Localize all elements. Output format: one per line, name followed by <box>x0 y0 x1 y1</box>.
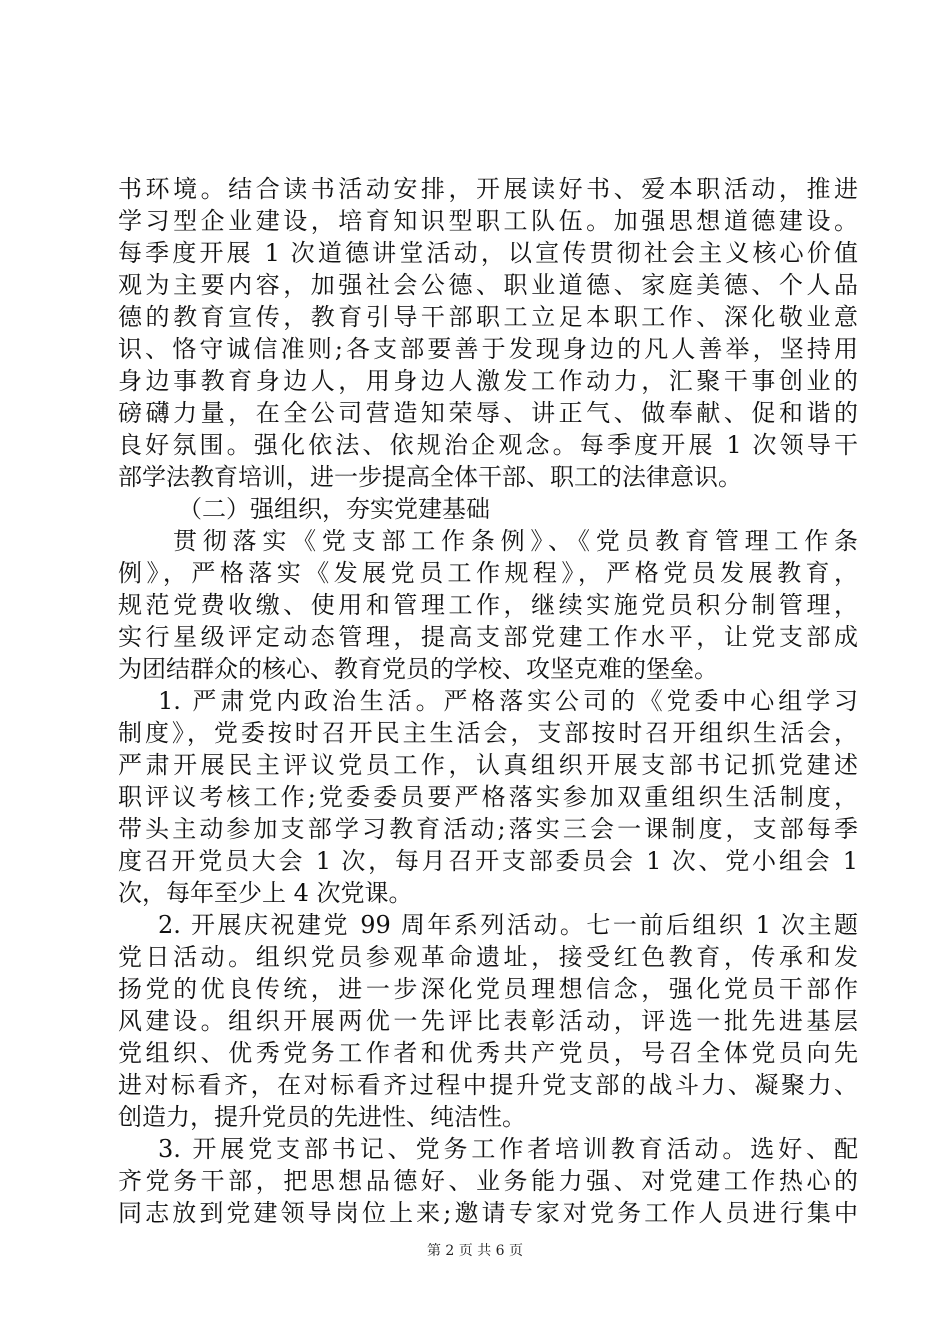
body-line: 党组织、优秀党务工作者和优秀共产党员，号召全体党员向先 <box>118 1039 858 1067</box>
body-line: 学习型企业建设，培育知识型职工队伍。加强思想道德建设。 <box>118 207 858 235</box>
body-line: 规范党费收缴、使用和管理工作，继续实施党员积分制管理， <box>118 591 858 619</box>
body-line: 严肃开展民主评议党员工作，认真组织开展支部书记抓党建述 <box>118 751 858 779</box>
body-line: 为团结群众的核心、教育党员的学校、攻坚克难的堡垒。 <box>118 655 718 683</box>
body-line: 磅礴力量，在全公司营造知荣辱、讲正气、做奉献、促和谐的 <box>118 399 858 427</box>
page-number: 第 2 页 共 6 页 <box>426 1243 524 1259</box>
body-line: 度召开党员大会 1 次，每月召开支部委员会 1 次、党小组会 1 <box>118 847 858 875</box>
body-line: 扬党的优良传统，进一步深化党员理想信念，强化党员干部作 <box>118 975 858 1003</box>
body-line: 党日活动。组织党员参观革命遗址，接受红色教育，传承和发 <box>118 943 858 971</box>
body-line: 次，每年至少上 4 次党课。 <box>118 879 413 907</box>
body-line: 齐党务干部，把思想品德好、业务能力强、对党建工作热心的 <box>118 1167 858 1195</box>
body-line: 部学法教育培训，进一步提高全体干部、职工的法律意识。 <box>118 463 742 491</box>
body-line: 识、恪守诚信准则;各支部要善于发现身边的凡人善举，坚持用 <box>118 335 858 363</box>
body-line: 实行星级评定动态管理，提高支部党建工作水平，让党支部成 <box>118 623 858 651</box>
body-line: 例》，严格落实《发展党员工作规程》，严格党员发展教育， <box>118 559 858 587</box>
numbered-item-2: 2. 开展庆祝建党 99 周年系列活动。七一前后组织 1 次主题 <box>158 911 858 939</box>
body-line: 贯彻落实《党支部工作条例》、《党员教育管理工作条 <box>173 527 858 555</box>
document-body <box>118 173 858 1229</box>
body-line: 创造力，提升党员的先进性、纯洁性。 <box>118 1103 526 1131</box>
body-line: 职评议考核工作;党委委员要严格落实参加双重组织生活制度， <box>118 783 858 811</box>
body-line: 书环境。结合读书活动安排，开展读好书、爱本职活动，推进 <box>118 175 858 203</box>
body-line: 观为主要内容，加强社会公德、职业道德、家庭美德、个人品 <box>118 271 858 299</box>
body-line: 同志放到党建领导岗位上来;邀请专家对党务工作人员进行集中 <box>118 1199 858 1227</box>
body-line: 良好氛围。强化依法、依规治企观念。每季度开展 1 次领导干 <box>118 431 858 459</box>
body-line: 进对标看齐，在对标看齐过程中提升党支部的战斗力、凝聚力、 <box>118 1071 858 1099</box>
body-line: 带头主动参加支部学习教育活动;落实三会一课制度，支部每季 <box>118 815 858 843</box>
body-line: 风建设。组织开展两优一先评比表彰活动，评选一批先进基层 <box>118 1007 858 1035</box>
numbered-item-1: 1. 严肃党内政治生活。严格落实公司的《党委中心组学习 <box>158 687 858 715</box>
body-line: 德的教育宣传，教育引导干部职工立足本职工作、深化敬业意 <box>118 303 858 331</box>
numbered-item-3: 3. 开展党支部书记、党务工作者培训教育活动。选好、配 <box>158 1135 858 1163</box>
body-line: 身边事教育身边人，用身边人激发工作动力，汇聚干事创业的 <box>118 367 858 395</box>
body-line: 制度》，党委按时召开民主生活会，支部按时召开组织生活会， <box>118 719 858 747</box>
section-heading: （二）强组织，夯实党建基础 <box>178 495 490 523</box>
body-line: 每季度开展 1 次道德讲堂活动，以宣传贯彻社会主义核心价值 <box>118 239 858 267</box>
